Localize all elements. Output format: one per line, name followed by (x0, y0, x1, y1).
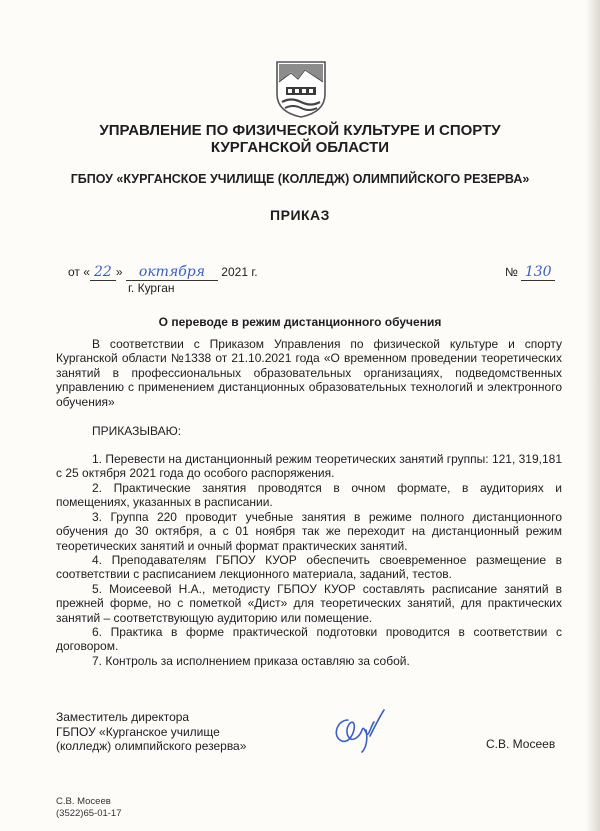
signatory-position (56, 710, 246, 754)
org-title-line-1: УПРАВЛЕНИЕ ПО ФИЗИЧЕСКОЙ КУЛЬТУРЕ И СПОРТУ (99, 122, 501, 139)
order-date (68, 264, 258, 281)
date-year: 2021 г. (221, 265, 258, 279)
date-prefix: от « (68, 265, 90, 279)
position-line-3: (колледж) олимпийского резерва» (56, 739, 247, 754)
executor-info (56, 796, 122, 820)
position-line-1: Заместитель директора (56, 710, 190, 724)
order-item-5: 5. Моисеевой Н.А., методисту ГБПОУ КУОР составлять расписание занятий в прежней форме, но с пометкой «Дист» для теоретических занятий, для практических занятий – соответствующую аудиторию или помещение. (56, 582, 562, 625)
order-keyword: ПРИКАЗЫВАЮ: (92, 424, 182, 438)
date-day: 22 (90, 264, 116, 281)
executor-name: С.В. Мосеев (56, 796, 111, 807)
order-item-4: 4. Преподавателям ГБПОУ КУОР обеспечить своевременное размещение в соответствии с расписанием лекционного материала, заданий, тестов. (56, 553, 562, 582)
institution-name: ГБПОУ «КУРГАНСКОЕ УЧИЛИЩЕ (КОЛЛЕДЖ) ОЛИМПИЙСКОГО РЕЗЕРВА» (70, 172, 530, 186)
order-item-7: 7. Контроль за исполнением приказа оставляю за собой. (92, 654, 410, 668)
date-month: октября (126, 264, 218, 281)
preamble-paragraph: В соответствии с Приказом Управления по физической культуре и спорту Курганской области №1338 от 21.10.2021 года «О временном проведении теоретических занятий в профессиональных образовательных организациях, подведомственных управлению с применением дистанционных образовательных технологий и электронного обучения» (56, 337, 562, 409)
executor-phone: (3522)65-01-17 (56, 808, 122, 819)
order-number (505, 264, 555, 281)
signatory-name: С.В. Мосеев (486, 737, 556, 751)
order-item-2: 2. Практические занятия проводятся в очном формате, в аудиториях и помещениях, указанных в расписании. (56, 481, 562, 510)
document-type: ПРИКАЗ (270, 207, 330, 223)
org-title-line-2: КУРГАНСКОЙ ОБЛАСТИ (210, 139, 390, 156)
date-mid: » (115, 265, 123, 279)
order-item-1: 1. Перевести на дистанционный режим теоретических занятий группы: 121, 319,181 с 25 октября 2021 года до особого распоряжения. (56, 452, 563, 481)
position-line-2: ГБПОУ «Курганское училище (56, 724, 220, 739)
number-prefix: № (505, 265, 518, 279)
order-subject: О переводе в режим дистанционного обучения (158, 315, 442, 329)
city: г. Курган (128, 281, 175, 295)
number-value: 130 (521, 264, 555, 281)
coat-of-arms-icon (274, 60, 328, 118)
order-item-3: 3. Группа 220 проводит учебные занятия в режиме полного дистанционного обучения до 30 октября, а с 01 ноября так же переходит на дистанционный режим теоретических занятий и очный формат практических занятий. (56, 510, 562, 553)
signature-icon (326, 706, 388, 754)
order-item-6: 6. Практика в форме практической подготовки проводится в соответствии с договором. (56, 625, 562, 654)
